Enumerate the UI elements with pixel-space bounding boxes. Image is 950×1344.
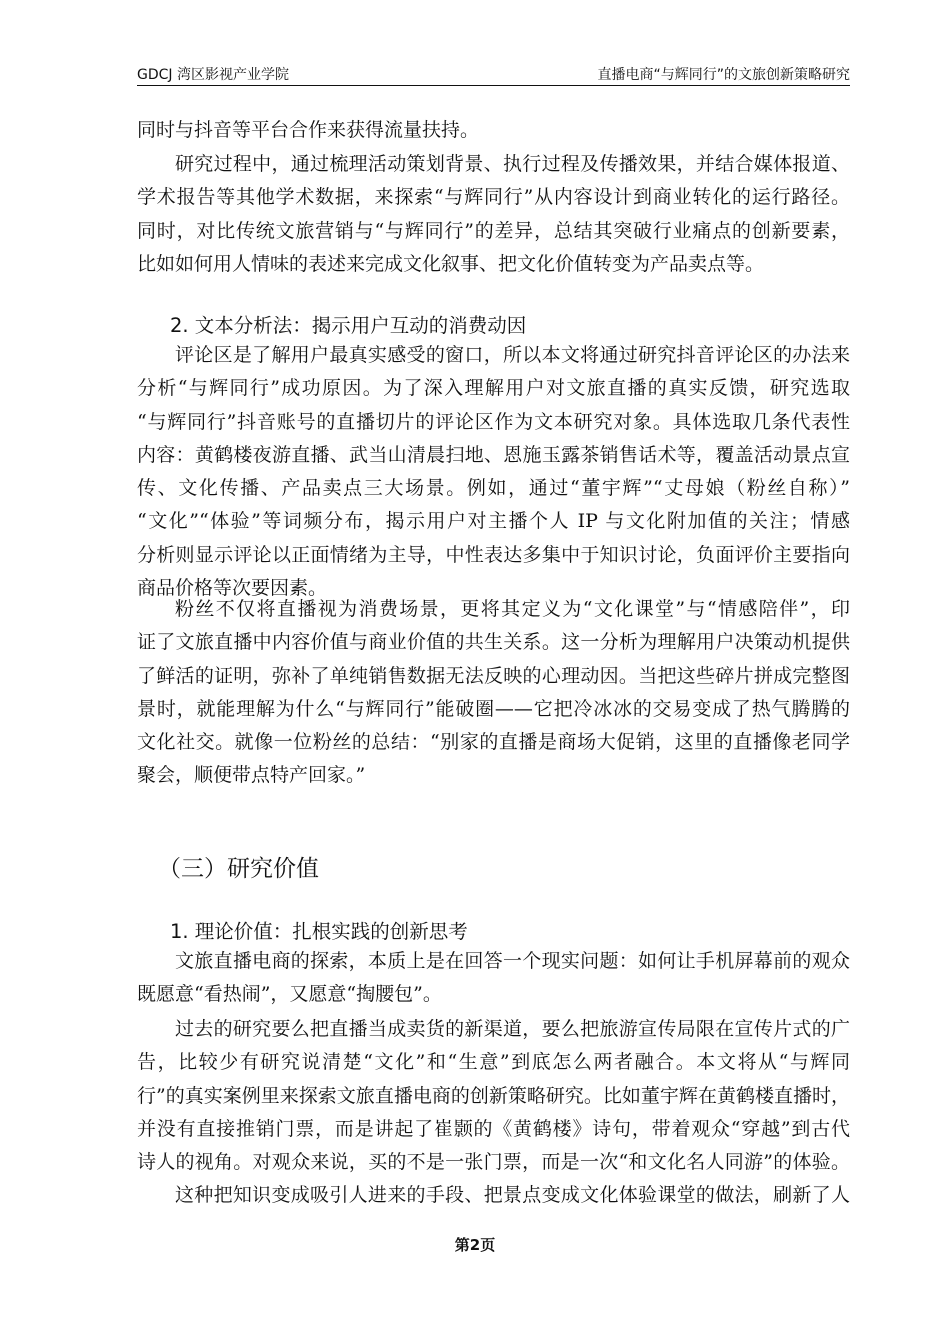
text-line: 同时与抖音等平台合作来获得流量扶持。 bbox=[137, 119, 480, 141]
heading-text-analysis: 2. 文本分析法：揭示用户互动的消费动因 bbox=[170, 314, 527, 337]
text-line: 过去的研究要么把直播当成卖货的新渠道，要么把旅游宣传局限在宣传片式的广 bbox=[175, 1018, 850, 1040]
text-line: 行”的真实案例里来探索文旅直播电商的创新策略研究。比如董宇辉在黄鹤楼直播时， bbox=[137, 1084, 850, 1107]
heading-research-value: （三）研究价值 bbox=[158, 856, 319, 882]
text-line: 分析则显示评论以正面情绪为主导，中性表达多集中于知识讨论，负面评价主要指向 bbox=[137, 543, 850, 566]
text-line: 粉丝不仅将直播视为消费场景，更将其定义为“文化课堂”与“情感陪伴”，印 bbox=[175, 598, 850, 620]
text-line: 了鲜活的证明，弥补了单纯销售数据无法反映的心理动因。当把这些碎片拼成完整图 bbox=[137, 664, 850, 687]
text-line: 诗人的视角。对观众来说，买的不是一张门票，而是一次“和文化名人同游”的体验。 bbox=[137, 1151, 850, 1174]
paragraph-comment-analysis bbox=[137, 339, 850, 605]
paragraph-continued bbox=[137, 114, 850, 147]
text-line: 文化社交。就像一位粉丝的总结：“别家的直播是商场大促销，这里的直播像老同学 bbox=[137, 731, 850, 754]
header-institution: GDCJ 湾区影视产业学院 bbox=[137, 67, 289, 83]
paragraph-knowledge bbox=[137, 1179, 850, 1212]
text-line: 同时，对比传统文旅营销与“与辉同行”的差异，总结其突破行业痛点的创新要素， bbox=[137, 219, 850, 242]
heading-theoretical-value: 1. 理论价值：扎根实践的创新思考 bbox=[170, 920, 468, 943]
text-line: 学术报告等其他学术数据，来探索“与辉同行”从内容设计到商业转化的运行路径。 bbox=[137, 186, 850, 209]
text-line: 聚会，顺便带点特产回家。” bbox=[137, 764, 366, 787]
text-line: 这种把知识变成吸引人进来的手段、把景点变成文化体验课堂的做法，刷新了人 bbox=[175, 1184, 850, 1206]
text-line: 内容：黄鹤楼夜游直播、武当山清晨扫地、恩施玉露茶销售话术等，覆盖活动景点宣 bbox=[137, 443, 850, 466]
text-line: 传、文化传播、产品卖点三大场景。例如，通过“董宇辉”“丈母娘（粉丝自称）” bbox=[137, 477, 850, 500]
text-line: 商品价格等次要因素。 bbox=[137, 577, 328, 600]
text-line: 评论区是了解用户最真实感受的窗口，所以本文将通过研究抖音评论区的办法来 bbox=[175, 344, 850, 366]
header-title: 直播电商“与辉同行”的文旅创新策略研究 bbox=[597, 67, 850, 83]
text-line: 研究过程中，通过梳理活动策划背景、执行过程及传播效果，并结合媒体报道、 bbox=[175, 153, 850, 175]
paragraph-past-research bbox=[137, 1013, 850, 1179]
text-line: 分析“与辉同行”成功原因。为了深入理解用户对文旅直播的真实反馈，研究选取 bbox=[137, 377, 850, 400]
text-line: 并没有直接推销门票，而是讲起了崔颢的《黄鹤楼》诗句，带着观众“穿越”到古代 bbox=[137, 1117, 850, 1140]
paragraph-fans bbox=[137, 593, 850, 793]
page-number: 第2页 bbox=[454, 1236, 496, 1254]
text-line: “与辉同行”抖音账号的直播切片的评论区作为文本研究对象。具体选取几条代表性 bbox=[137, 410, 850, 433]
text-line: 既愿意“看热闹”，又愿意“掏腰包”。 bbox=[137, 983, 442, 1006]
text-line: 告，比较少有研究说清楚“文化”和“生意”到底怎么两者融合。本文将从“与辉同 bbox=[137, 1051, 850, 1074]
text-line: 证了文旅直播中内容价值与商业价值的共生关系。这一分析为理解用户决策动机提供 bbox=[137, 631, 850, 654]
text-line: 景时，就能理解为什么“与辉同行”能破圈——它把冷冰冰的交易变成了热气腾腾的 bbox=[137, 697, 850, 720]
text-line: 比如如何用人情味的表述来完成文化叙事、把文化价值转变为产品卖点等。 bbox=[137, 252, 765, 275]
paragraph-exploration bbox=[137, 945, 850, 1012]
text-line: “文化”“体验”等词频分布，揭示用户对主播个人 IP 与文化附加值的关注；情感 bbox=[137, 510, 850, 533]
header-rule bbox=[137, 85, 850, 86]
paragraph-research-process bbox=[137, 148, 850, 281]
text-line: 文旅直播电商的探索，本质上是在回答一个现实问题：如何让手机屏幕前的观众 bbox=[175, 950, 850, 972]
